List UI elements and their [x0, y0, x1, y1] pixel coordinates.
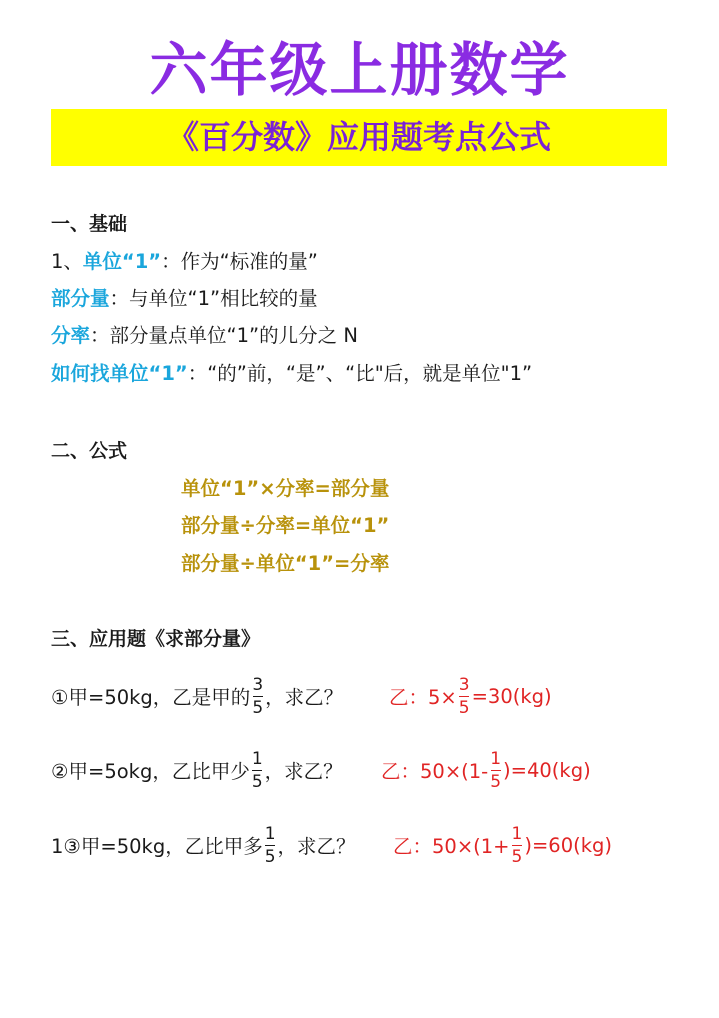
fraction-denominator: 5 — [264, 846, 276, 867]
fraction-denominator: 5 — [458, 697, 470, 718]
problem-1-question — [51, 668, 343, 724]
section-basics-heading: 一、基础 — [51, 213, 128, 235]
definition-text: ：“的”前，“是”、“比"后，就是单位"1” — [187, 362, 533, 385]
definition-text: ：作为“标准的量” — [161, 250, 318, 273]
fraction — [251, 749, 264, 792]
fraction-bar — [491, 770, 501, 771]
fraction — [489, 749, 502, 792]
fraction-denominator: 5 — [252, 697, 264, 718]
fraction-bar — [252, 770, 262, 771]
fraction — [251, 675, 264, 718]
fraction-numerator: 1 — [490, 748, 502, 769]
problem-2-answer — [381, 742, 591, 798]
question-text: 1③甲=50kg，乙比甲多 — [51, 835, 263, 858]
key-term-unit-one: 单位“1” — [82, 250, 162, 273]
subtitle-banner — [51, 109, 667, 166]
key-term-part: 部分量 — [51, 287, 110, 310]
basics-line-unit — [51, 249, 318, 275]
question-text: ①甲=50kg，乙是甲的 — [51, 686, 251, 709]
formula-3: 部分量÷单位“1”=分率 — [181, 552, 390, 575]
question-text: ，求乙？ — [264, 760, 343, 783]
definition-text: ：部分量点单位“1”的儿分之 N — [90, 324, 358, 347]
key-term-rate: 分率 — [51, 324, 91, 347]
fraction-numerator: 3 — [458, 674, 470, 695]
page-title: 六年级上册数学 — [149, 36, 570, 104]
line-prefix: 1、 — [51, 250, 83, 273]
section-application-heading: 三、应用题《求部分量》 — [51, 628, 261, 650]
fraction-bar — [459, 696, 469, 697]
answer-text: 乙：50×(1+ — [393, 835, 510, 858]
answer-text: 乙：50×(1- — [381, 760, 489, 783]
fraction-denominator: 5 — [511, 846, 523, 867]
question-text: ，求乙？ — [277, 835, 356, 858]
definition-text: ：与单位“1”相比较的量 — [109, 287, 318, 310]
key-term-find-unit: 如何找单位“1” — [51, 362, 188, 385]
fraction-bar — [512, 845, 522, 846]
answer-text: 乙：5× — [389, 686, 457, 709]
fraction-bar — [265, 845, 275, 846]
fraction-numerator: 1 — [264, 823, 276, 844]
fraction-numerator: 3 — [252, 674, 264, 695]
fraction — [264, 824, 277, 867]
problem-3-question — [51, 817, 356, 873]
fraction-denominator: 5 — [490, 771, 502, 792]
basics-line-part — [51, 286, 318, 312]
answer-text: )=60(kg) — [524, 833, 612, 857]
fraction-bar — [253, 696, 263, 697]
fraction — [458, 675, 471, 718]
problem-2-question — [51, 742, 343, 798]
fraction-denominator: 5 — [251, 771, 263, 792]
formula-1: 单位“1”×分率=部分量 — [181, 477, 390, 500]
problem-1-answer — [389, 668, 552, 724]
fraction-numerator: 1 — [511, 823, 523, 844]
formula-2: 部分量÷分率=单位“1” — [181, 514, 390, 537]
question-text: ，求乙？ — [265, 686, 344, 709]
question-text: ②甲=5okg，乙比甲少 — [51, 760, 250, 783]
answer-text: )=40(kg) — [503, 758, 591, 782]
basics-line-rate — [51, 323, 358, 349]
fraction — [511, 824, 524, 867]
subtitle-text: 《百分数》应用题考点公式 — [166, 118, 551, 156]
answer-text: =30(kg) — [471, 684, 552, 708]
problem-3-answer — [393, 817, 612, 873]
basics-line-find-unit — [51, 361, 532, 387]
section-formula-heading: 二、公式 — [51, 440, 128, 462]
fraction-numerator: 1 — [251, 748, 263, 769]
